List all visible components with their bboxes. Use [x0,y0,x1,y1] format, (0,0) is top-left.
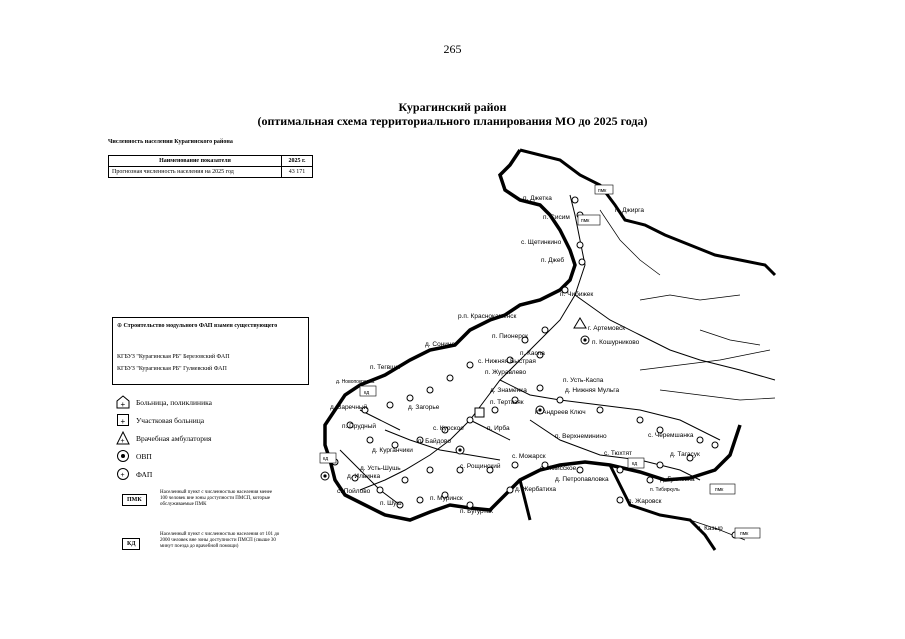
map-label: д. Загорье [408,404,440,411]
map-label: п. Пионерск [492,333,528,340]
map-label: с. Рощинский [460,463,501,470]
map-label: д. Знаменка [490,387,527,394]
map-label: п. Муринск [430,495,463,502]
map-label: п. Андреев Ключ [535,409,586,416]
table-cell-value: 43 171 [282,167,313,178]
hospital-marker-kuragino [475,408,484,417]
title-line-2: (оптимальная схема территориального планирования МО до 2025 года) [257,114,648,128]
map-label: пмк [581,218,590,224]
map-label: п. Сисим [543,214,570,221]
svg-text:+: + [120,472,125,479]
page-number: 265 [443,42,462,56]
title-line-1: Курагинский район [398,100,507,114]
map-label: д. Тагасук [670,451,700,458]
svg-text:+: + [120,438,125,445]
pmk-description: Населенный пункт с численностью населения менее 100 человек вне зоны доступности ПМСП, которые обслуживаемые ПМК [160,490,273,507]
map-label: п. Тибиркуль [650,487,680,493]
map-label: с. Имисское [540,465,577,472]
map-label: п. Каспа [520,350,545,357]
map-label: п. Джирга [615,207,644,214]
map-label: п. Ирба [487,425,510,432]
map-label: д. Заречный [330,404,368,411]
map-label: пмк [740,531,749,537]
fap-list-item-1: КГБУЗ "Курагинская РБ" Березовский ФАП [117,354,230,360]
map-label: д. Курганчики [372,447,413,454]
map-label: п. Журавлево [485,369,527,376]
map-label: пмк [598,188,607,194]
legend-district-hospital-label: Участковая больница [136,415,205,425]
map-label: с. Можарск [512,453,546,460]
map-label: с. Нижняя Быстрая [478,358,536,365]
svg-text:+: + [120,400,126,409]
fap-small-icon: ⊕ [117,323,123,329]
map-label: д. Усть-Шушь [360,465,401,472]
fap-construction-label: Строительство модульного ФАП взамен существующего [123,323,278,329]
map-label: г. Артемовск [588,325,626,332]
table-header-year: 2025 г. [282,156,313,167]
map-label: п. Кошурниково [592,339,640,346]
map-label: с. Тюхтят [604,450,632,457]
map-label: п. Верхнеминино [555,433,607,440]
map-label: д. Жербатиха [515,486,557,493]
map-label: д. Сонино [425,341,456,348]
map-label: кд [632,461,638,467]
table-header-indicator: Наименование показателя [109,156,282,167]
map-label: с. Щетинкино [521,239,562,246]
map-label: д. Новопокровка [336,379,375,385]
map-label: п. Бугуртак [460,508,493,515]
map-label: п. Джеб [541,257,565,264]
map-label: п. Байдово [418,438,452,445]
fap-list-item-2: КГБУЗ "Курагинская РБ" Гуляевский ФАП [117,366,227,372]
map-label: п. Джетка [523,195,552,202]
map-label: д. Петропавловка [555,476,609,483]
legend-fap-label: ФАП [136,469,153,479]
legend-hospital-label: Больница, поликлиника [136,397,212,407]
map-label: кд [364,390,370,396]
map-label: с. Пойлово [337,488,371,495]
river-lines [600,210,775,540]
map-label: пмк [715,487,724,493]
map-label: п. Жаровск [628,498,662,505]
kd-tag: КД [122,538,140,550]
map-label: п. Шуш [380,500,402,507]
map-labels [323,188,749,537]
population-caption: Численность населения Курагинского района [108,139,233,145]
map-label: д. Ильинка [347,473,381,480]
map-label: с. Курское [433,425,464,432]
map-label: д. Гуляевка [660,476,695,483]
map-label: д. Нижняя Мульга [565,387,620,394]
map-label: кд [323,456,329,462]
pmk-tag: ПМК [122,494,147,506]
legend-ovp-label: ОВП [136,451,152,461]
map-label: п. Тертазяк [490,399,524,406]
map-label: п. Усть-Каспа [563,377,604,384]
kd-description: Населенный пункт с численностью населения от 101 до 2000 человек вне зоны доступности ПМСП (свыше 30 минут поезда до врачебной помощи) [160,532,280,549]
map-label: п. Тегвщы [370,364,401,371]
map-label: р.п. Краснокаменск [458,313,517,320]
table-cell-label: Прогнозная численность населения на 2025 год [109,167,282,178]
map-label: п. Прудный [342,423,377,430]
map-label: с. Черемшанка [648,432,694,439]
map-label: п. Казыр [697,525,723,532]
legend-doctor-clinic-label: Врачебная амбулатория [136,433,212,443]
map-label: п. Чибижек [560,291,594,298]
svg-text:+: + [120,417,126,426]
clinic-marker-artemovsk [574,318,586,328]
